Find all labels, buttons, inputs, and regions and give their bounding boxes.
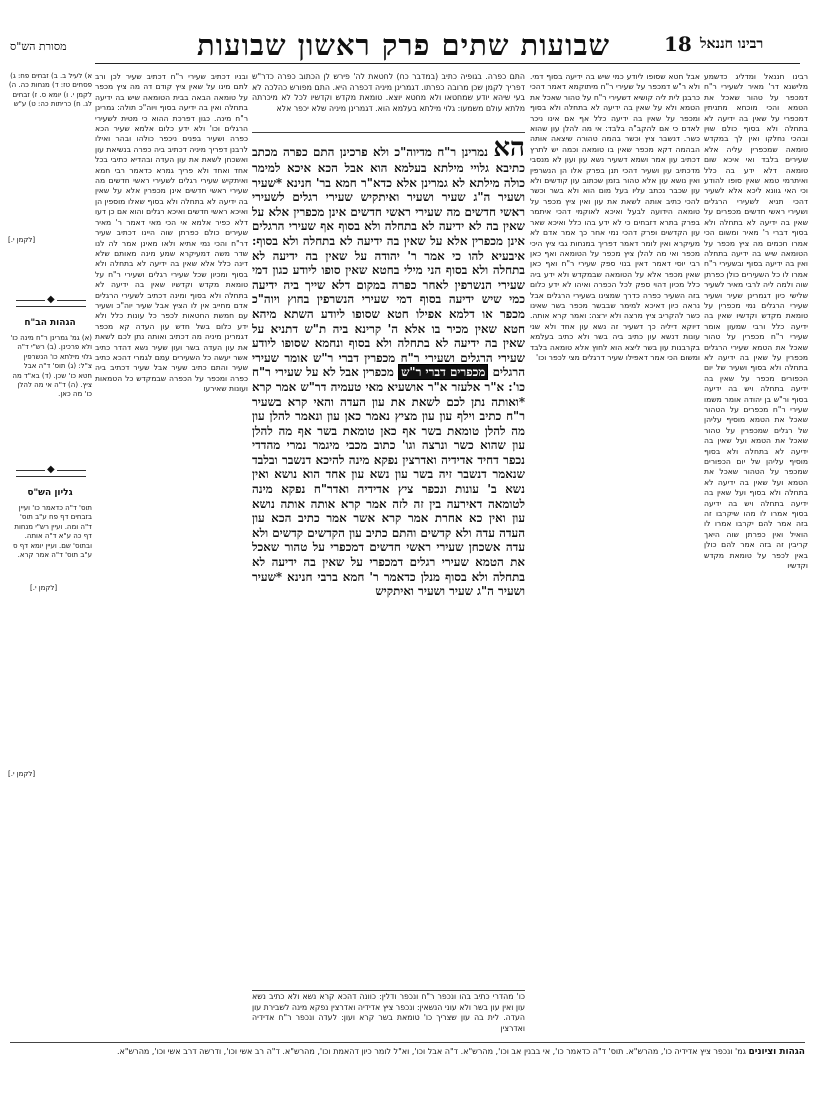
ornament-divider — [16, 300, 86, 307]
tosafot-text: אבל חטא שסופו ליודע כמי שיש בה ידיעה בסוף דמי. ולא ר"ש דמכפר על שעירי ר"ח מיתוקמא דאמר דהכי כרבנן לית ליה קושיא דשעירי ר"ח על טהור שאכל את הטמא ולא על שאין בה ידיעה לא בתחלה ולא בסוף ומכפר על שאין בה ידיעה כלל אף אם אינו ניכר לאדם כי אם להקב"ה בלבד: אי מה להלן עון שהוא כשר. דנשבר ציץ וכשר בהמה טהורה שיצאה אותה הבהמה דקא מכפר שאין בו טומאה וכמה יש לתרץ דכתיב עון אמר ושמא דשעיר נשא עון ועון לא מנסבי מדכתיב עון ושעיר דהכי תנן בפרק אלו הן הנשרפין ואין נושא עון אלא טהור בזמן שכתוב עון קודשים ולא עון שכבר נכתב עליו בעל מום הוא ולא בשר וכשר להכי כתיב אותה לשאת את עון ואין ציץ מכפר על טומאה הידועה לבעל ואיכא לאוקמי דהכי איתמר בפרק בתרא דזבחים כי לא ידע בהו כלל ואיכא שאר עון הקדשים ופרק דהכי נמי אחר כך אמר אדם לא מעיקרא ואין לומר דאמר דפריך במנחות גבי ציץ היכי מכפר ואי מה להלן ציץ מכפר על הטומאה ואף כאן רבי יוסי דאמר דאין בנוי ספק שעירי ר"ח ואף כאן שאין מכפר אלא על הטומאה שבמקדש ולא ידע ביה כלל מכיון דהוי ספק לכל הכפרה ואיהו לא ידע כלום בזה השעיר כפרה כדרך שמצינו בשעירי הרגלים אבל נראה כיון דאיכא למימר שבבשר מכפר בשר שאינו כשר להקריב ציץ מרצה ולא ירצה: ואמר קרא אותה. דיוקא דיליה כך דשעיר זה נשא עון אחד ולא שני עונות דנשא עון כתיב ביה בשר ולא כתיב בעלמא בקרבנות עון בשר ליצא הוא לחוץ אלא טומאה בלבד ומשום הכי אמר דאפילו שעיר דרגלים מצי לכפר וכו' — [530, 72, 700, 362]
block-divider — [252, 132, 525, 133]
rabbenu-chananel-column — [704, 72, 808, 1040]
chananel-text: רבינו חננאל ומדליג כדשמע מלישנא דר' מאיר לשעירי ר"ח דמכפר על טהור שאכל את הטמא והכי מוכחא מתניתין דמכפרי על שאין בה ידיעה לא בתחלה ולא בסוף כולם שוין ובהכי נחלקו ואין לך במקדש טומאה שמכפרין עליה אלא שעירים בלבד ואי איכא שום טומאה דלא ידע בה כלל ואיתרמי טמא שאין סופו להודע וכי האי גוונא ליכא אלא לשעיר דהכי תניא לשעירי הרגלים ושעירי ראשי חדשים מכפרים על שאין בה ידיעה לא בתחלה ולא בסוף דברי ר' מאיר ומשום הכי אמרו חכמים מה ציץ מכפר על הטומאה שיש בה ידיעה בתחלה ואין בה ידיעה בסוף ובשעירי ר"ח אמרו לו כל השעירים כולן כפרתן שוה ולמה ליה לרבי מאיר לשעיר שלישי כיון דגמרינן שעיר ושעיר שעירי הרגלים נמי מכפרין על טומאת מקדש וקדשיו שאין בה ידיעה כלל ורבי שמעון אומר שעירי ר"ח מכפרין על טהור שאכל את הטמא שעירי הרגלים מכפרין על שאין בה ידיעה לא בתחלה ולא בסוף ושעיר של יום הכפורים מכפר על שאין בה ידיעה בתחלה ויש בה ידיעה בסוף ור"ש בן יהודה אומר משמו שעירי ר"ח מכפרים על הטהור שאכל את הטמא מוסיף עליהן של רגלים שמכפרין על טהור שאכל את הטמא ועל שאין בה ידיעה לא בתחלה ולא בסוף מוסיף עליהן של יום הכפורים שמכפר על הטהור שאכל את הטמא ועל שאין בה ידיעה לא בתחלה ולא בסוף ועל שאין בה ידיעה בתחלה ויש בה ידיעה בסוף אמרו לו מהו שיקרבו זה בזה אמר להם יקרבו אמרו לו הואיל ואין כפרתן שוה היאך קריבין זה בזה אמר להם כולן באין לכפר על טומאת מקדש וקדשיו — [704, 72, 808, 571]
tosafot-top-text: התם כפרה. בגופיה כתיב (במדבר כח) לחטאת לה' פירש לן הכתוב כפרה כדר"ש דפריך לקמן שכן מרובה כפרתו. דגמרינן מיניה דכפרה היא. התם מפורש כהלכה לא בעי שיהא יודע שמחטאו ולא מחטא יוצא. טומאת מקדש וקדשיו לכל לא מיכרתה מלתא עולם משמעו: גלוי מילתא בעלמא הוא. דגמרינן מיניה שלא יכפר אלא — [252, 72, 525, 113]
header-divider — [95, 63, 800, 64]
footer-notes — [10, 1046, 805, 1058]
masoret-notes: א) לעיל ב. ב) זבחים פח: ג) פסחים טז: ד) מנחות כה. ה) לקמן י. ו) יומא ס. ז) זבחים לג. ח) כריתות כה: ט) ע"ש — [8, 72, 92, 109]
gemara-text-part-2: מכפרין אבל לא על שעירי ר"ח כו': א"ר אלעזר א"ר אושעיא מאי טעמיה דר"ש אמר קרא *ואותה נתן לכם לשאת את עון העדה והאי קרא בשעיר ר"ח כתיב וילף עון עון מציץ נאמר כאן עון ונאמר להלן עון מה להלן טומאת בשר אף כאן טומאת בשר אף מה להלן עון שהוא כשר ונרצה וגו' כתוב מכבי מיגמר נמרי מהדדי נכפר דחיד אדידיה ואדרצין נפקא מינה להיכא דנשבר ובלבד שנאמר דנשבר זיה בשר עון נשא עון אחד הוא נושא ואין נשא ב' עונות ונכפר ציץ אדידיה ואדר"ח נפקא מינה לטומאה דאירעה בין זה לזה אמר קרא אותה אותה נושא עון ואין כא אחרת אמר קרא אשר אמר כתיב הכא עון העדה עדה ולא קדשים והתם כתיב עון הקדשים קדשים ולא עדה אשכחן שעירי ראשי חדשים דמכפרי על טהור שאכל את הטמא שעירי רגלים דמכפרי על שאין בה ידיעה לא בתחלה ולא בסוף מנלן כדאמר ר' חמא ברבי חנינא *שעיר ושעיר ה"ג שעיר ושעיר ואיתקיש — [252, 365, 525, 599]
block-divider — [252, 990, 525, 991]
gilyon-hashas-title: גליון הש"ס — [27, 488, 73, 498]
footer-divider — [10, 1042, 805, 1043]
haggahot-habach-title: הגהות הב"ח — [24, 318, 76, 328]
rashi-text: ובניו דכתיב שעירי ר"ח דכתיב שעיר לכן ורב לתם מינו על שאין ציץ קודם דה מה ציץ מכפר על טומאה הבאה בבית הטומאה שיש בה ידיעה בתחלה ואין בה ידיעה בסוף ויוה"כ תולה: גמרינן ר"ח מינה. כגון דפרכת ההוא כי מטית לשעירי הרגלים וכו' ולא ידע כלום אלמא שעיר הכא כפרה ושעיר בפנים ניכפר כולהו ובהר ואילו לרבנן דפריך מיניה דכתיב ביה כפרה בנשיאת עון ואשכחן לשאת את עון העדה ובהדיא כתיבי בכל אחד ואחד ולא פריך גמרא כדאמר רבי חמא ואיתקיש שעירי רגלים לשעירי ראשי חדשים מה שעירי ראשי חדשים אינן מכפרין אלא על שאין בה ידיעה לא בתחלה ולא בסוף שאלו מוספין הן ואיכא ראשי חדשים ואיכא רגלים והוא אם כן דעו דלא כפיר אלמא אי הכי מאי דאמר ר' מאיר שעירים כולם כפרתן שוה היינו דכתיב שעיר דר"ח והכי נמי אתיא ולאו מאינן אמר לה לנו שדר משה דמעיקרא שמע מינה מאותם שלא דינה כלל אלא שאין בה ידיעה לא בתחלה ולא בסוף ומכיון שכל שעירי רגלים ושעירי ר"ח על טומאת מקדש וקדשיו שאין בה ידיעה לא בתחלה ולא בסוף ומינה דכתיב לשעירי הרגלים אדם מחייב אין לו הציץ אבל שעיר יוה"כ ושעיר עם חמשת החטאות לכפר כל עונות כלל ולא ידע כלום בשל חדש עון העדה קא מכפר דגמרינן מיניה מה דכתיב ואותה נתן לכם לשאת את עון העדה בשר ועון שעיר נשא דהדר כתיב אשר יעשה כל השעירים עמם לגמרי דהכא כתיב שעיר והתם כתיב שעיר אבל שעיר דכתיב ביה כפרה ומכפר על הכפרה שבמקדש כל הטמאות ועונות שאירעו — [95, 72, 248, 394]
gilyon-hashas-notes: תוס' ד"ה כדאמר כו' ועיין בזבחים דף פח ע"ב תוס' ד"ה ומה. ועיין רש"י מנחות דף כה ע"א ד"ה אותה. ובתוס' שם. ועיין יומא דף ס ע"ב תוס' ד"ה אמר קרא. — [13, 504, 92, 560]
page-title: שבועות שתים פרק ראשון שבועות — [197, 28, 610, 62]
side-note-3: [לקמן י.] — [8, 770, 36, 778]
ornament-divider — [16, 470, 86, 477]
masoret-hashas-label: מסורת הש"ס — [10, 40, 67, 53]
page-number: 18 — [664, 32, 692, 56]
haggahot-habach-notes: (א) גמ' גמרינן ר"ח מינה כו' ולא פרכינן. (ב) רש"י ד"ה גלוי מילתא כו' הנשרפין צ"ל: (ג) תוס' ד"ה אבל חטא כו' שכן. (ד) בא"ד מה ציץ. (ה) ד"ה אי מה להלן כו' מה כאן. — [10, 334, 92, 399]
gemara-text — [252, 135, 525, 599]
tosafot-column — [530, 72, 700, 1040]
rabbenu-chananel-label: רבינו חננאל — [700, 36, 764, 52]
footer-label: הגהות וציונים — [748, 1047, 805, 1057]
side-note-2: [לקמן י.] — [30, 584, 58, 592]
side-note-1: [לקמן י.] — [8, 236, 36, 244]
gemara-bottom-commentary — [252, 992, 525, 1040]
tosafot-top-block — [252, 72, 525, 130]
boxed-correction: מכפרים דברי ר"ש — [398, 364, 488, 380]
gemara-opener-word: הא — [493, 135, 525, 163]
gemara-column — [252, 135, 525, 988]
gemara-text-part-1: נמרינן ר"ח מדיוה"כ ולא פרכינן התם כפרה מכתב כתיבא גלויי מילתא בעלמא הוא אבל הכא איכא למימר כולה מילתא לא גמרינן אלא כדא"ר חמא בר' חנינא *שעיר ושעיר ה"ג שעיר ושעיר ואיתקיש שעירי רגלים לשעירי ראשי חדשים מה שעירי ראשי חדשים אינן מכפרין אלא על שאין בה לא ידיעה לא בתחלה ולא בסוף אף שעירי הרגלים אינן מכפרין אלא על שאין בה ידיעה לא בתחלה ולא בסוף: איבעיא להו כי אמר ר' יהודה על שאין בה ידיעה לא בתחלה ולא בסוף הני מילי בחטא שאין סופו ליודע כגון דמי שעירי הנשרפין לאחר כפרה במקום דלא שייך ביה ידיעה כמי שיש ידיעה בסוף דמי שעירי הנשרפין בחוץ ויוה"כ מכפר או דלמא אפילו חטא שסופו ליודע השתא מיהא חטא שאין מכיר בו אלא ה' קרינא ביה ת"ש דתניא על שאין בה ידיעה לא בתחלה ולא בסוף ונחמא שסופו ליודע שעירי הרגלים ושעירי ר"ח מכפרין דברי ר"ש אומר שעירי הרגלים — [252, 145, 525, 380]
gemara-bottom-text: כו' מהדרי כתיב בהו ונכפר ר"ח ונכפר ודלין: כוונה דהכא קרא נשא ולא כתיב נשא עון ואין עון בשר ולא עוני הנשאין: ונכפר ציץ אדידיה ואדרצין נפקא מינה לשבירת עון העדה. לית בה עון שצריך כו' טומאת בשר קרא ועון: לעדה ונכפר ר"ח אדידיה ואדרצין — [252, 992, 525, 1033]
rashi-column — [95, 72, 248, 1040]
footer-text: גמ' ונכפר ציץ אדידיה כו', מהרש"א. תוס' ד"ה כדאמר כו', אי בבנין אב וכו', מהרש"א. ד"ה אבל וכו', וא"ל לומר כיון דהאמת וכו', מהרש"א. ד"ה רב אשי וכו', ודרשה דרב אשי וכו', מהרש"א. — [116, 1047, 746, 1056]
